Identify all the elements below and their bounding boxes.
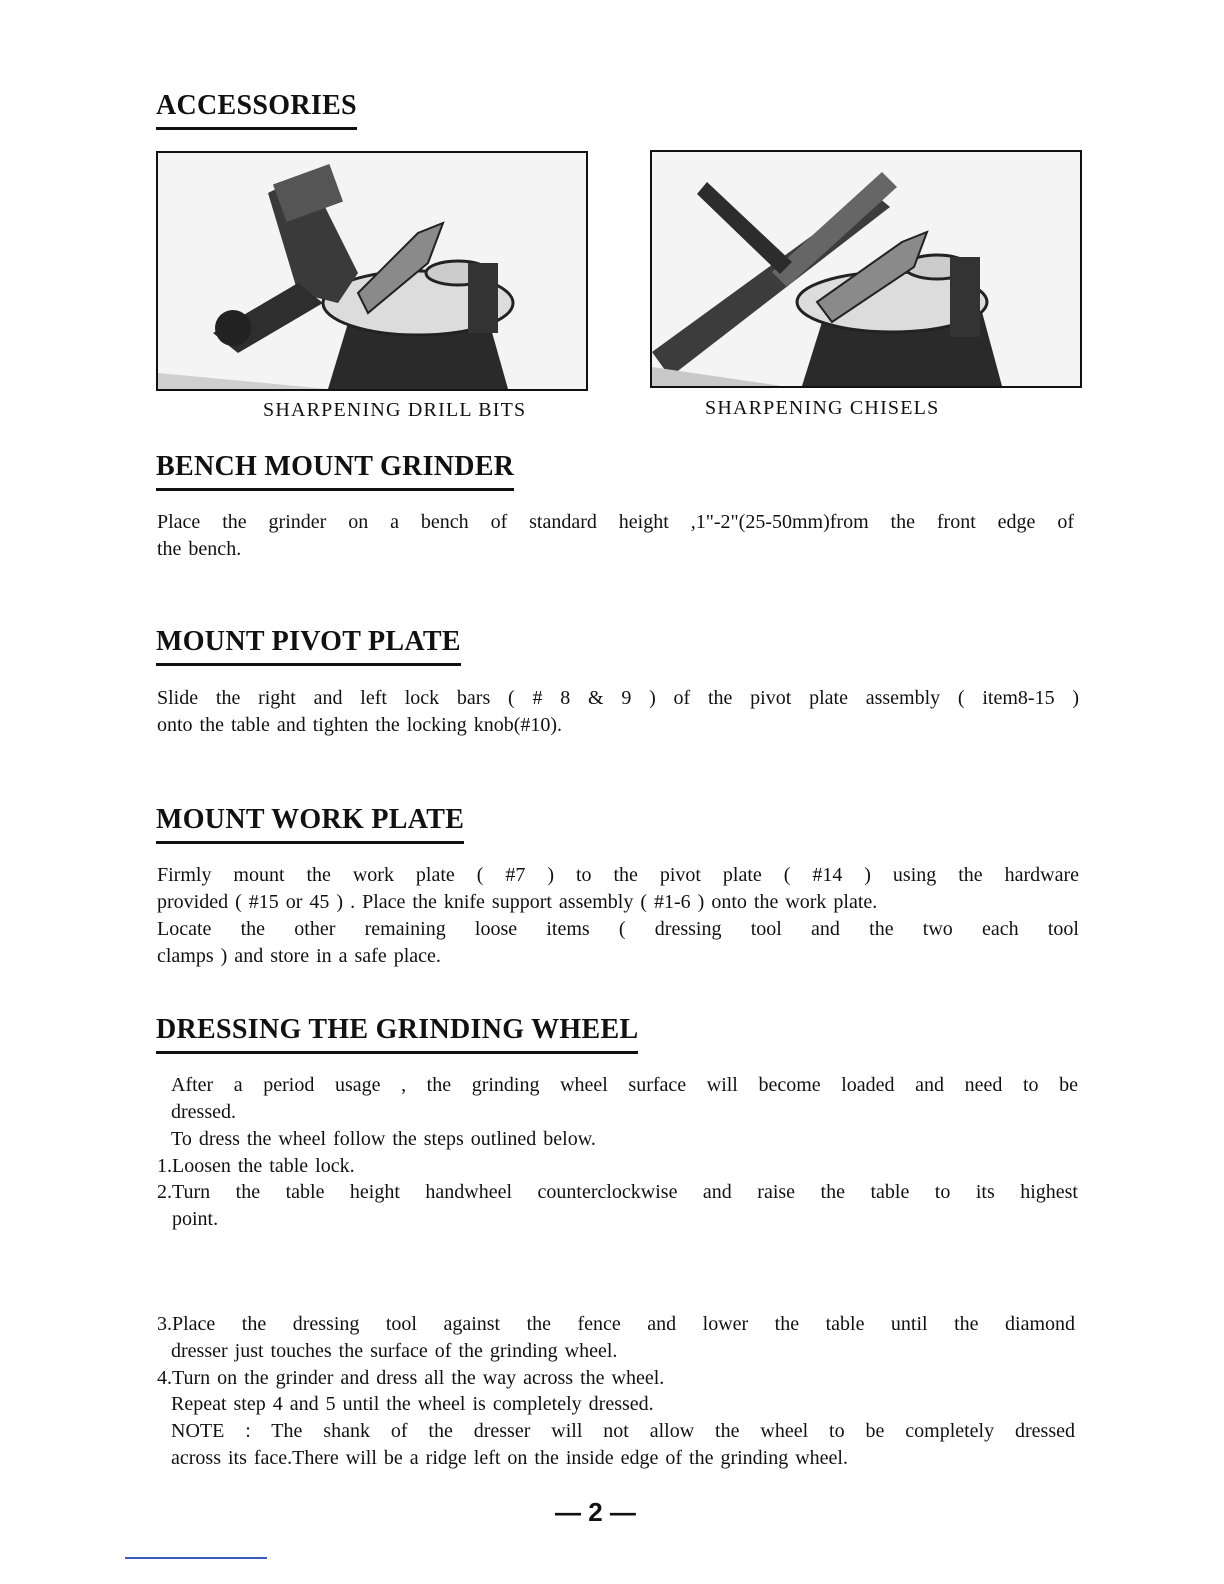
text-line: Firmly mount the work plate ( #7 ) to the pivot plate ( #14 ) using the hardware xyxy=(157,864,1079,886)
repeat-note xyxy=(171,1391,1075,1472)
page-number: — 2 — xyxy=(555,1497,636,1527)
text-line: Slide the right and left lock bars ( # 8 & 9 ) of the pivot plate assembly ( item8-15 ) xyxy=(157,687,1079,709)
text-line: onto the table and tighten the locking knob(#10). xyxy=(157,714,563,736)
paragraph-pivot-plate xyxy=(157,685,1079,739)
text-line: clamps ) and store in a safe place. xyxy=(157,945,441,967)
text-line: point. xyxy=(172,1208,219,1230)
caption-drill-bits: SHARPENING DRILL BITS xyxy=(263,399,527,421)
text-line: To dress the wheel follow the steps outlined below. xyxy=(171,1128,596,1150)
text-line: 4.Turn on the grinder and dress all the way across the wheel. xyxy=(157,1367,665,1389)
paragraph-dressing-intro xyxy=(171,1072,1078,1153)
text-line: dressed. xyxy=(171,1101,236,1123)
footer-rule xyxy=(125,1557,267,1559)
text-line: 3.Place the dressing tool against the fence and lower the table until the diamond xyxy=(157,1313,1075,1335)
photo-sharpening-chisels xyxy=(650,150,1082,388)
text-line: 2.Turn the table height handwheel counterclockwise and raise the table to its highest xyxy=(157,1181,1078,1203)
text-line: Locate the other remaining loose items ( dressing tool and the two each tool xyxy=(157,918,1079,940)
text-line: provided ( #15 or 45 ) . Place the knife support assembly ( #1-6 ) onto the work plate. xyxy=(157,891,878,913)
text-line: across its face.There will be a ridge left on the inside edge of the grinding wheel. xyxy=(171,1447,848,1469)
step-3 xyxy=(157,1311,1075,1365)
paragraph-work-plate xyxy=(157,862,1079,970)
step-1 xyxy=(157,1153,1078,1180)
text-line: 1.Loosen the table lock. xyxy=(157,1155,355,1177)
text-line: the bench. xyxy=(157,538,242,560)
text-line: Place the grinder on a bench of standard height ,1"-2"(25-50mm)from the front edge of xyxy=(157,511,1074,533)
heading-mount-work-plate: MOUNT WORK PLATE xyxy=(156,804,464,844)
step-2 xyxy=(157,1179,1078,1233)
text-line: After a period usage , the grinding wheel surface will become loaded and need to be xyxy=(171,1074,1078,1096)
heading-bench-mount-grinder: BENCH MOUNT GRINDER xyxy=(156,451,514,491)
heading-mount-pivot-plate: MOUNT PIVOT PLATE xyxy=(156,626,461,666)
text-line: NOTE : The shank of the dresser will not allow the wheel to be completely dressed xyxy=(171,1420,1075,1442)
step-4 xyxy=(157,1365,1075,1392)
heading-dressing-grinding-wheel: DRESSING THE GRINDING WHEEL xyxy=(156,1014,638,1054)
photo-sharpening-drill-bits xyxy=(156,151,588,391)
text-line: dresser just touches the surface of the grinding wheel. xyxy=(171,1340,618,1362)
paragraph-bench-mount xyxy=(157,509,1074,563)
text-line: Repeat step 4 and 5 until the wheel is completely dressed. xyxy=(171,1393,654,1415)
heading-accessories: ACCESSORIES xyxy=(156,90,357,130)
caption-chisels: SHARPENING CHISELS xyxy=(705,397,940,419)
